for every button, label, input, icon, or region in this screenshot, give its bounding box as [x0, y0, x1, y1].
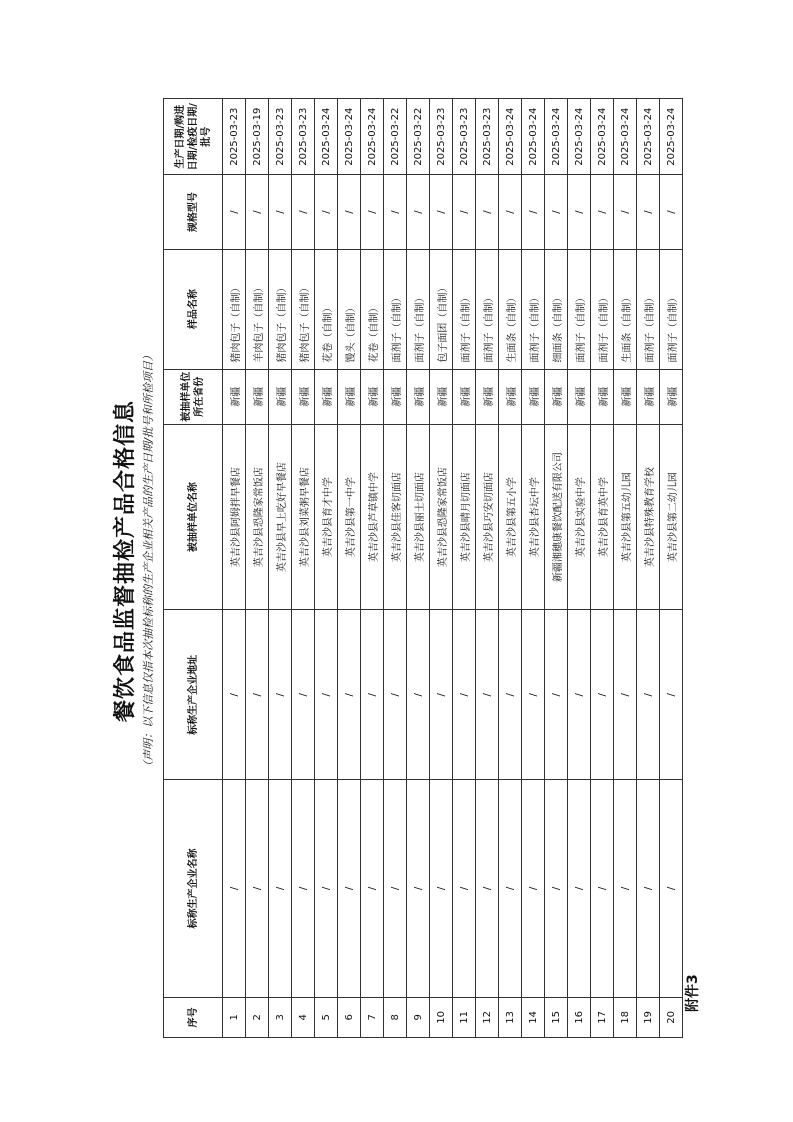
table-cell: 英吉沙县丽士切面店 — [407, 424, 430, 610]
table-cell: 包子面团（自制） — [430, 249, 453, 369]
table-cell: 英吉沙县刘菜粥早餐店 — [292, 424, 315, 610]
table-cell: 2025-03-24 — [660, 99, 683, 175]
table-cell: / — [614, 780, 637, 998]
table-cell: 18 — [614, 997, 637, 1037]
annex-label: 附件3 — [685, 974, 701, 1012]
table-cell: 新疆 — [407, 369, 430, 424]
table-cell: 生面条（自制） — [499, 249, 522, 369]
table-cell: / — [338, 175, 361, 249]
table-cell: / — [315, 175, 338, 249]
table-cell: 英吉沙县恐隆家常饭店 — [430, 424, 453, 610]
table-cell: / — [453, 780, 476, 998]
table-cell: 新疆 — [614, 369, 637, 424]
table-cell: / — [292, 175, 315, 249]
table-cell: 19 — [637, 997, 660, 1037]
table-cell: 新疆 — [453, 369, 476, 424]
table-row — [453, 99, 476, 1038]
table-cell: 15 — [545, 997, 568, 1037]
table-cell: 猪肉包子（自制） — [292, 249, 315, 369]
table-row — [292, 99, 315, 1038]
page-title: 餐饮食品监督抽检产品合格信息 — [113, 400, 138, 723]
table-cell: / — [269, 610, 292, 780]
table-cell: 新疆 — [522, 369, 545, 424]
table-cell: 细面条（自制） — [545, 249, 568, 369]
table-cell: 面剂子（自制） — [407, 249, 430, 369]
table-cell: / — [476, 780, 499, 998]
header-cell: 被抽样单位名称 — [164, 424, 223, 610]
table-cell: 英吉沙县芦草镇中学 — [361, 424, 384, 610]
table-cell: 新疆 — [338, 369, 361, 424]
table-cell: 英吉沙县实验中学 — [568, 424, 591, 610]
table-cell: 11 — [453, 997, 476, 1037]
table-cell: 猪肉包子（自制） — [223, 249, 246, 369]
table-cell: / — [384, 780, 407, 998]
table-cell: / — [591, 175, 614, 249]
table-cell: / — [223, 175, 246, 249]
table-cell: / — [637, 175, 660, 249]
table-cell: / — [476, 175, 499, 249]
table-cell: 2025-03-19 — [246, 99, 269, 175]
table-cell: 新疆 — [660, 369, 683, 424]
table-cell: 16 — [568, 997, 591, 1037]
table-cell: / — [637, 610, 660, 780]
header-cell: 规格型号 — [164, 175, 223, 249]
table-cell: 2025-03-24 — [637, 99, 660, 175]
table-row — [499, 99, 522, 1038]
table-cell: 英吉沙县晴月切面店 — [453, 424, 476, 610]
table-cell: 新疆 — [246, 369, 269, 424]
table-cell: / — [522, 175, 545, 249]
table-cell: 新疆 — [637, 369, 660, 424]
table-cell: / — [246, 780, 269, 998]
table-cell: / — [269, 780, 292, 998]
table-cell: 6 — [338, 997, 361, 1037]
table-cell: 新疆 — [384, 369, 407, 424]
table-cell: 1 — [223, 997, 246, 1037]
table-cell: / — [499, 780, 522, 998]
table-cell: 2025-03-24 — [614, 99, 637, 175]
table-cell: 英吉沙县育英中学 — [591, 424, 614, 610]
table-row — [407, 99, 430, 1038]
table-cell: / — [407, 610, 430, 780]
table-cell: 面剂子（自制） — [568, 249, 591, 369]
table-row — [223, 99, 246, 1038]
table-cell: 新疆 — [476, 369, 499, 424]
table-cell: / — [568, 780, 591, 998]
table-cell: / — [223, 780, 246, 998]
inspection-table — [163, 98, 683, 1038]
table-cell: 新疆 — [292, 369, 315, 424]
header-cell: 生产日期/购进日期/检疫日期/批号 — [164, 99, 223, 175]
table-cell: / — [315, 610, 338, 780]
table-cell: 英吉沙县巧安切面店 — [476, 424, 499, 610]
table-cell: 面剂子（自制） — [453, 249, 476, 369]
table-cell: 新疆 — [223, 369, 246, 424]
table-cell: / — [476, 610, 499, 780]
table-row — [568, 99, 591, 1038]
table-cell: 英吉沙县第五小学 — [499, 424, 522, 610]
table-cell: / — [338, 780, 361, 998]
table-cell: / — [499, 175, 522, 249]
table-cell: 9 — [407, 997, 430, 1037]
table-cell: / — [453, 175, 476, 249]
table-cell: / — [223, 610, 246, 780]
header-cell: 序号 — [164, 997, 223, 1037]
table-cell: 新疆 — [430, 369, 453, 424]
table-cell: / — [637, 780, 660, 998]
table-cell: 英吉沙县特殊教育学校 — [637, 424, 660, 610]
table-cell: 2025-03-23 — [430, 99, 453, 175]
table-cell: 英吉沙县佳客切面店 — [384, 424, 407, 610]
table-cell: 14 — [522, 997, 545, 1037]
table-cell: 2 — [246, 997, 269, 1037]
table-cell: 新疆 — [591, 369, 614, 424]
table-cell: 面剂子（自制） — [637, 249, 660, 369]
table-cell: 2025-03-24 — [591, 99, 614, 175]
table-cell: / — [522, 610, 545, 780]
table-cell: / — [591, 780, 614, 998]
table-cell: 3 — [269, 997, 292, 1037]
table-cell: 花卷（自制） — [315, 249, 338, 369]
table-cell: / — [384, 610, 407, 780]
table-cell: 2025-03-23 — [453, 99, 476, 175]
table-cell: 英吉沙县第一中学 — [338, 424, 361, 610]
table-cell: 17 — [591, 997, 614, 1037]
table-cell: 10 — [430, 997, 453, 1037]
table-cell: 2025-03-24 — [361, 99, 384, 175]
table-cell: 新疆 — [568, 369, 591, 424]
table-cell: 新疆 — [545, 369, 568, 424]
table-cell: 英吉沙县育才中学 — [315, 424, 338, 610]
table-cell: / — [246, 175, 269, 249]
table-row — [476, 99, 499, 1038]
table-cell: 羊肉包子（自制） — [246, 249, 269, 369]
table-row — [384, 99, 407, 1038]
table-cell: 生面条（自制） — [614, 249, 637, 369]
table-row — [269, 99, 292, 1038]
table-cell: / — [568, 610, 591, 780]
table-cell: 2025-03-24 — [315, 99, 338, 175]
header-cell: 被抽样单位所在省份 — [164, 369, 223, 424]
table-cell: 2025-03-24 — [545, 99, 568, 175]
table-cell: 2025-03-23 — [223, 99, 246, 175]
table-cell: 面剂子（自制） — [522, 249, 545, 369]
table-cell: 2025-03-23 — [292, 99, 315, 175]
table-cell: 英吉沙县杏坛中学 — [522, 424, 545, 610]
table-cell: 英吉沙县第二幼儿园 — [660, 424, 683, 610]
table-row — [338, 99, 361, 1038]
table-cell: / — [545, 610, 568, 780]
table-row — [637, 99, 660, 1038]
table-cell: / — [660, 610, 683, 780]
table-cell: / — [269, 175, 292, 249]
header-cell: 标称生产企业地址 — [164, 610, 223, 780]
table-cell: 2025-03-24 — [522, 99, 545, 175]
table-cell: 面剂子（自制） — [660, 249, 683, 369]
table-cell: / — [292, 610, 315, 780]
table-cell: / — [614, 610, 637, 780]
table-cell: 馒头（自制） — [338, 249, 361, 369]
table-row — [545, 99, 568, 1038]
table-cell: / — [660, 175, 683, 249]
table-cell: 英吉沙县恐隆家常饭店 — [246, 424, 269, 610]
table-cell: 13 — [499, 997, 522, 1037]
header-cell: 样品名称 — [164, 249, 223, 369]
table-cell: / — [591, 610, 614, 780]
table-cell: 2025-03-24 — [568, 99, 591, 175]
table-cell: 2025-03-23 — [269, 99, 292, 175]
table-row — [660, 99, 683, 1038]
table-cell: 英吉沙县第五幼儿园 — [614, 424, 637, 610]
header-cell: 标称生产企业名称 — [164, 780, 223, 998]
table-cell: 2025-03-24 — [338, 99, 361, 175]
table-cell: / — [430, 175, 453, 249]
table-cell: 2025-03-24 — [499, 99, 522, 175]
table-cell: / — [453, 610, 476, 780]
table-cell: 新疆 — [361, 369, 384, 424]
table-row — [522, 99, 545, 1038]
table-body — [223, 99, 683, 1038]
table-cell: / — [384, 175, 407, 249]
table-cell: 新疆 — [315, 369, 338, 424]
table-cell: 新疆湘穗康餐饮配送有限公司 — [545, 424, 568, 610]
table-row — [614, 99, 637, 1038]
table-cell: 8 — [384, 997, 407, 1037]
table-cell: 新疆 — [499, 369, 522, 424]
table-cell: / — [614, 175, 637, 249]
table-cell: / — [499, 610, 522, 780]
declaration-note: （声明：以下信息仅指本次抽检标称的生产企业相关产品的生产日期/批号和所检项目） — [142, 350, 155, 772]
table-cell: 新疆 — [269, 369, 292, 424]
table-cell: 2025-03-22 — [407, 99, 430, 175]
table-row — [361, 99, 384, 1038]
table-row — [246, 99, 269, 1038]
table-cell: / — [246, 610, 269, 780]
table-cell: 2025-03-23 — [476, 99, 499, 175]
table-cell: / — [338, 610, 361, 780]
table-cell: 面剂子（自制） — [384, 249, 407, 369]
table-cell: 面剂子（自制） — [591, 249, 614, 369]
table-cell: / — [292, 780, 315, 998]
table-cell: / — [545, 780, 568, 998]
table-cell: / — [315, 780, 338, 998]
table-cell: / — [522, 780, 545, 998]
table-cell: 4 — [292, 997, 315, 1037]
table-row — [591, 99, 614, 1038]
table-cell: / — [361, 780, 384, 998]
table-cell: 英吉沙县早上吃好早餐店 — [269, 424, 292, 610]
table-cell: / — [407, 780, 430, 998]
table-row — [315, 99, 338, 1038]
table-cell: / — [660, 780, 683, 998]
table-cell: 面剂子（自制） — [476, 249, 499, 369]
table-cell: 猪肉包子（自制） — [269, 249, 292, 369]
table-cell: 7 — [361, 997, 384, 1037]
table-cell: 花卷（自制） — [361, 249, 384, 369]
table-cell: 20 — [660, 997, 683, 1037]
table-cell: / — [430, 780, 453, 998]
table-cell: / — [545, 175, 568, 249]
header-row — [164, 99, 223, 1038]
table-cell: / — [407, 175, 430, 249]
table-cell: 5 — [315, 997, 338, 1037]
table-cell: / — [361, 610, 384, 780]
table-row — [430, 99, 453, 1038]
table-cell: 12 — [476, 997, 499, 1037]
table-cell: / — [568, 175, 591, 249]
table-cell: / — [430, 610, 453, 780]
table-cell: 2025-03-22 — [384, 99, 407, 175]
table-cell: / — [361, 175, 384, 249]
table-cell: 英吉沙县阿姆拌早餐店 — [223, 424, 246, 610]
